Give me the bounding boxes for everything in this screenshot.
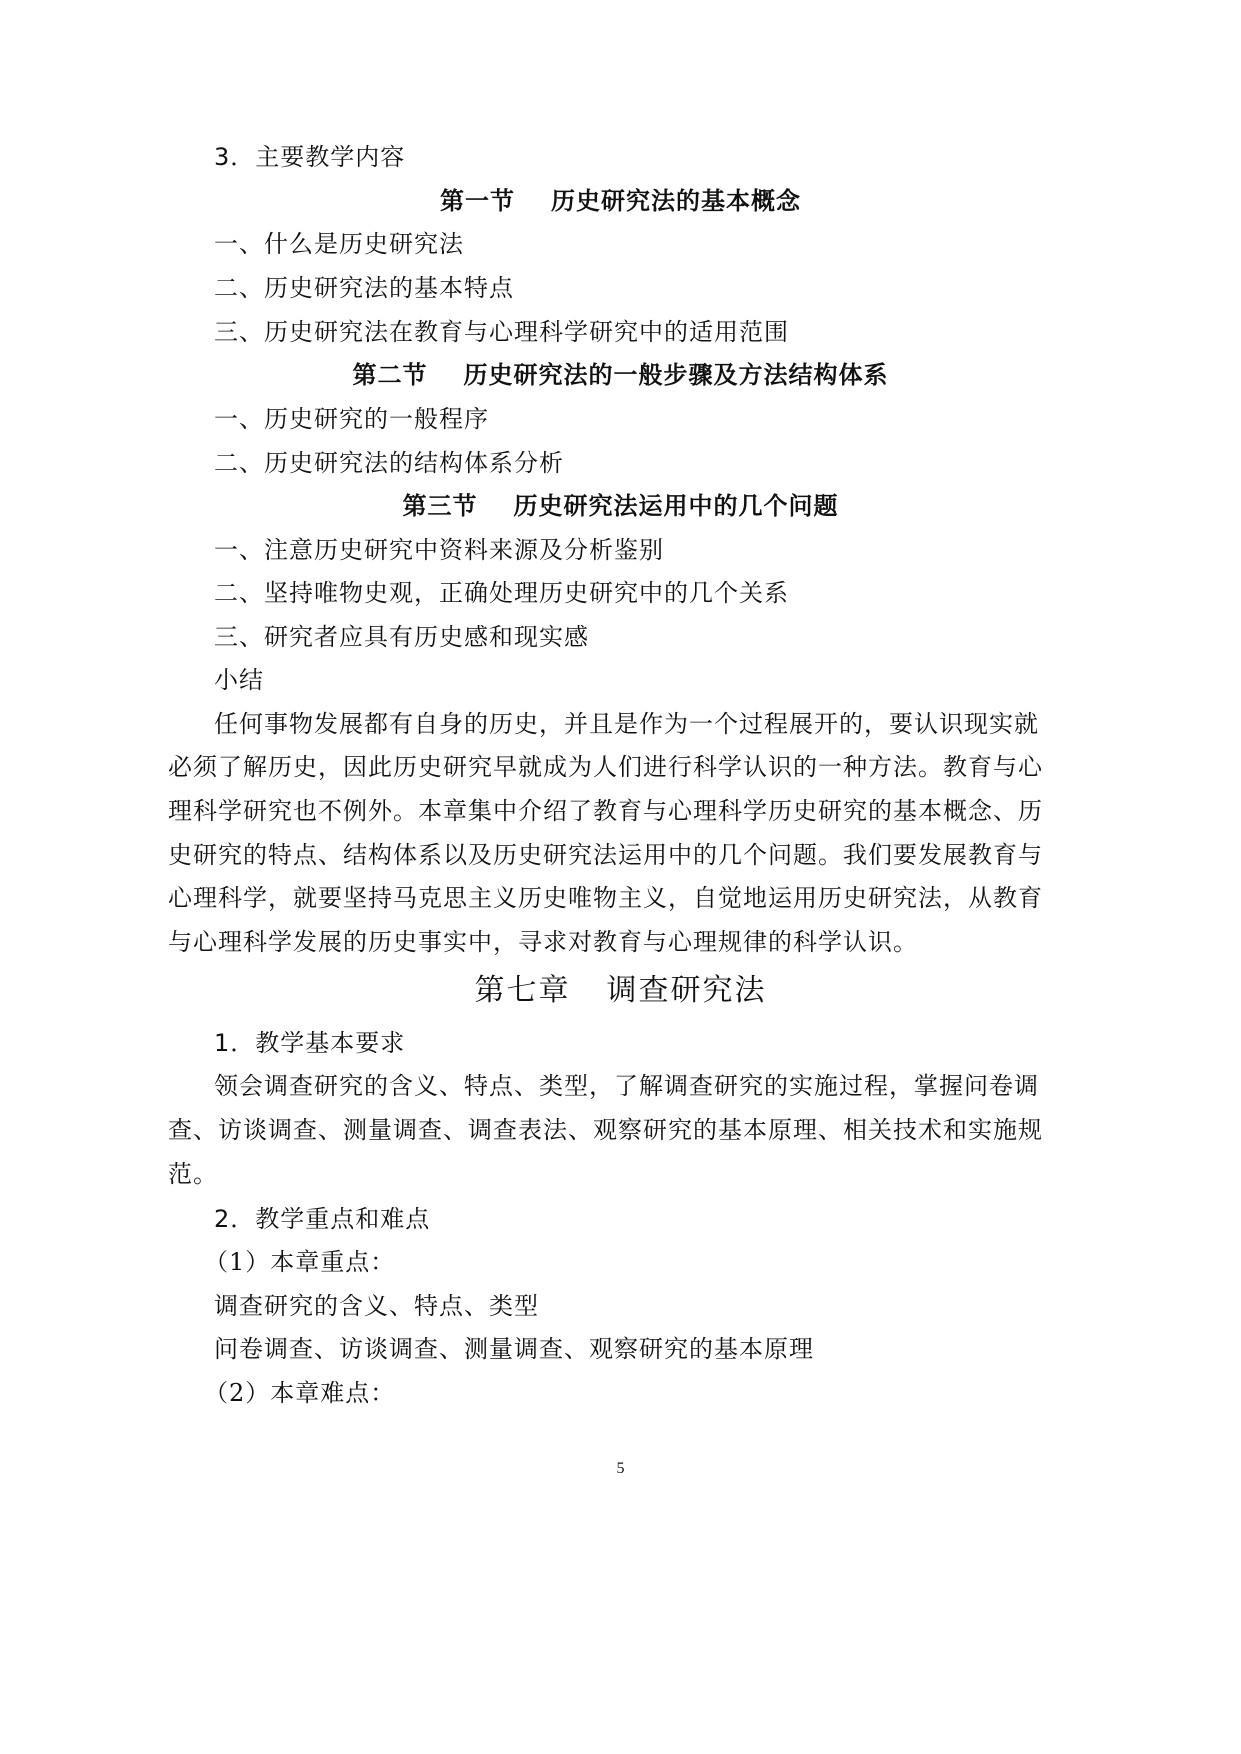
- summary-paragraph-line: 史研究的特点、结构体系以及历史研究法运用中的几个问题。我们要发展教育与: [168, 841, 1043, 869]
- page-number: 5: [616, 1460, 625, 1477]
- subheading-key-points: 2．教学重点和难点: [214, 1205, 431, 1233]
- summary-heading: 小结: [214, 666, 264, 694]
- chapter-heading: [0, 973, 1241, 1009]
- chapter-title: 调查研究法: [606, 973, 767, 1008]
- requirements-paragraph-line: 领会调查研究的含义、特点、类型，了解调查研究的实施过程，掌握问卷调: [214, 1072, 1039, 1100]
- chapter-number: 第七章: [474, 973, 571, 1008]
- list-item: 一、注意历史研究中资料来源及分析鉴别: [214, 536, 664, 564]
- list-item: 二、坚持唯物史观，正确处理历史研究中的几个关系: [214, 579, 789, 607]
- subheading-requirements: 1．教学基本要求: [214, 1029, 406, 1057]
- section-heading-1: [0, 186, 1241, 216]
- requirements-paragraph-line: 范。: [168, 1160, 218, 1188]
- section-number: 第二节: [352, 361, 428, 389]
- section-heading-3: [0, 491, 1241, 521]
- summary-paragraph-line: 心理科学，就要坚持马克思主义历史唯物主义，自觉地运用历史研究法，从教育: [168, 884, 1043, 912]
- list-item: 二、历史研究法的基本特点: [214, 274, 514, 302]
- key-point-item: 问卷调查、访谈调查、测量调查、观察研究的基本原理: [214, 1335, 814, 1363]
- list-item: 一、历史研究的一般程序: [214, 405, 489, 433]
- section-heading-2: [0, 360, 1241, 390]
- subheading-main-content: 3．主要教学内容: [214, 143, 406, 171]
- section-number: 第一节: [440, 187, 515, 215]
- key-points-label: （1）本章重点：: [204, 1248, 396, 1276]
- requirements-paragraph-line: 查、访谈调查、测量调查、调查表法、观察研究的基本原理、相关技术和实施规: [168, 1116, 1043, 1144]
- section-title: 历史研究法的一般步骤及方法结构体系: [463, 361, 889, 389]
- section-number: 第三节: [402, 492, 478, 520]
- key-point-item: 调查研究的含义、特点、类型: [214, 1292, 539, 1320]
- summary-paragraph-line: 任何事物发展都有自身的历史，并且是作为一个过程展开的，要认识现实就: [214, 710, 1039, 738]
- summary-paragraph-line: 与心理科学发展的历史事实中，寻求对教育与心理规律的科学认识。: [168, 928, 918, 956]
- section-title: 历史研究法运用中的几个问题: [513, 492, 839, 520]
- list-item: 二、历史研究法的结构体系分析: [214, 449, 564, 477]
- summary-paragraph-line: 理科学研究也不例外。本章集中介绍了教育与心理科学历史研究的基本概念、历: [168, 797, 1043, 825]
- summary-paragraph-line: 必须了解历史，因此历史研究早就成为人们进行科学认识的一种方法。教育与心: [168, 753, 1043, 781]
- list-item: 一、什么是历史研究法: [214, 230, 464, 258]
- difficulties-label: （2）本章难点：: [204, 1379, 396, 1407]
- list-item: 三、研究者应具有历史感和现实感: [214, 623, 589, 651]
- section-title: 历史研究法的基本概念: [551, 187, 801, 215]
- list-item: 三、历史研究法在教育与心理科学研究中的适用范围: [214, 318, 789, 346]
